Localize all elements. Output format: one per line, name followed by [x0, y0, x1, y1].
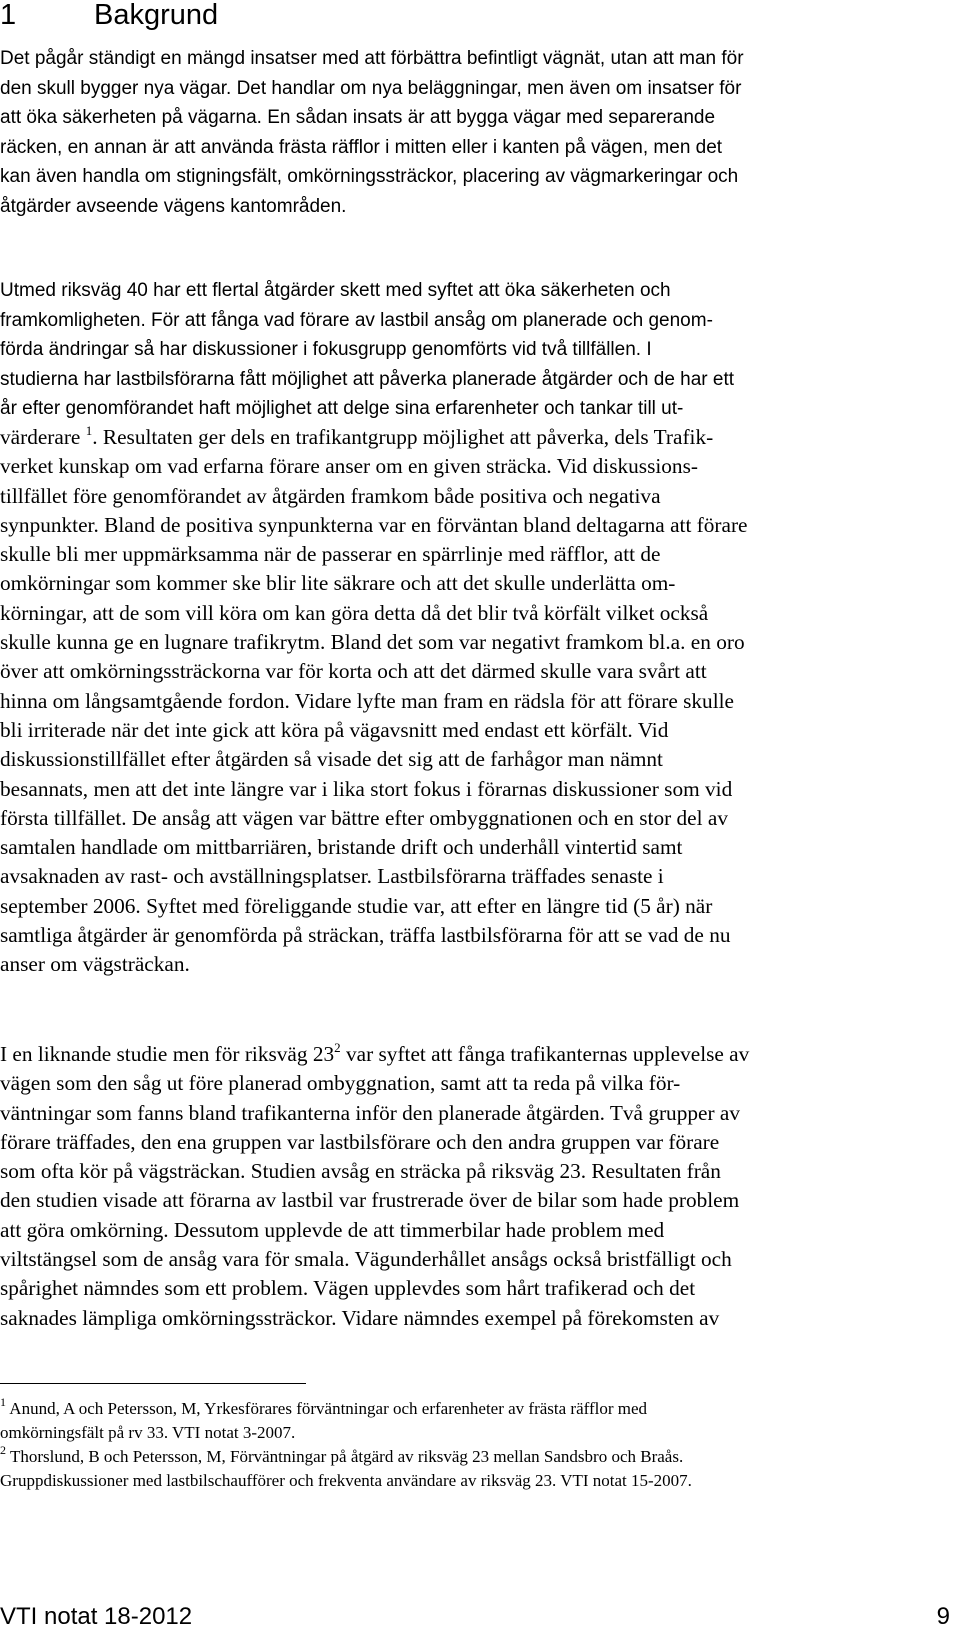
text-line: bli irriterade när det inte gick att köra på vägavsnitt med endast ett körfält. Vid: [0, 717, 669, 742]
section-number: 1: [0, 0, 17, 31]
paragraph-intro: [0, 44, 744, 221]
text-line: viltstängsel som de ansåg vara för smala. Vägunderhållet ansågs också bristfälligt och: [0, 1247, 732, 1272]
text-line: I en liknande studie men för riksväg $23^2$ var syftet att fånga trafikanternas upplevelse av: [0, 1040, 750, 1066]
paragraph-rv40-continued: [0, 423, 748, 980]
report-id: VTI notat 18-2012: [0, 1603, 193, 1630]
text-line: Utmed riksväg 40 har ett flertal åtgärder skett med syftet att öka säkerheten och: [0, 280, 671, 301]
text-line: första tillfället. De ansåg att vägen var bättre efter ombyggnationen och en stor del av: [0, 805, 728, 830]
footnote-marker: 1: [0, 1395, 6, 1409]
footnote-marker: 2: [0, 1443, 6, 1457]
footnote-ref-2: 2: [334, 1040, 341, 1055]
text-line: spårighet nämndes som ett problem. Vägen upplevdes som hårt trafikerad och det: [0, 1276, 696, 1301]
text-line: över att omkörningssträckorna var för korta och att det därmed skulle vara svårt att: [0, 659, 707, 684]
text-line: september 2006. Syftet med föreliggande studie var, att efter en längre tid (5 år) när: [0, 893, 713, 918]
footnotes: [0, 1397, 692, 1493]
text-line: vägen som den såg ut före planerad ombyggnation, samt att ta reda på vilka för-: [0, 1071, 681, 1096]
text-line: den skull bygger nya vägar. Det handlar om nya beläggningar, men även om insatser för: [0, 77, 742, 99]
footnote-1: $^1$ Anund, A och Petersson, M, Yrkesförares förväntningar och erfarenheter av frästa räfflor med: [0, 1395, 648, 1418]
text-line: skulle bli mer uppmärksamma när de passerar en spärrlinje med räfflor, att de: [0, 542, 661, 567]
text-line: tillfället före genomförandet av åtgärden framkom både positiva och negativa: [0, 483, 661, 508]
footnote-ref-1: 1: [85, 423, 93, 438]
paragraph-rv23: [0, 1040, 749, 1333]
section-heading: [0, 0, 218, 30]
text-line: förda ändringar så har diskussioner i fokusgrupp genomförts vid två tillfällen. I: [0, 339, 652, 360]
text-line: körningar, att de som vill köra om kan göra detta då det blir två körfält vilket också: [0, 600, 709, 625]
text-line: kan även handla om stigningsfält, omkörningssträckor, placering av vägmarkeringar och: [0, 166, 739, 187]
text-line: studierna har lastbilsförarna fått möjlighet att påverka planerade åtgärder och de har ett: [0, 368, 735, 390]
text-line: synpunkter. Bland de positiva synpunkterna var en förväntan bland deltagarna att förare: [0, 512, 748, 537]
text-line: som ofta kör på vägsträckan. Studien avsåg en sträcka på riksväg 23. Resultaten från: [0, 1159, 721, 1184]
text-line: den studien visade att förarna av lastbil var frustrerade över de bilar som hade problem: [0, 1188, 740, 1213]
footnote-separator: [0, 1383, 306, 1384]
text-line: att öka säkerheten på vägarna. En sådan insats är att bygga vägar med separerande: [0, 107, 716, 128]
text-line: besannats, men att det inte längre var i lika stort fokus i förarnas diskussioner som vid: [0, 776, 733, 801]
text-line: hinna om långsamtgående fordon. Vidare lyfte man fram en rädsla för att förare skulle: [0, 688, 734, 713]
page-footer: [0, 1601, 960, 1633]
text-line: väntningar som fanns bland trafikanterna inför den planerade åtgärden. Två grupper av: [0, 1100, 740, 1125]
text-line: åtgärder avseende vägens kantområden.: [0, 195, 347, 217]
page-number: 9: [936, 1603, 950, 1630]
footnote-1-continued: omkörningsfält på rv 33. VTI notat 3-2007.: [0, 1423, 296, 1442]
paragraph-rv40: [0, 276, 734, 424]
text-line: samtliga åtgärder är genomförda på sträckan, träffa lastbilsförarna för att se vad de nu: [0, 923, 731, 948]
text-line: saknades lämpliga omkörningssträckor. Vidare nämndes exempel på förekomsten av: [0, 1305, 720, 1330]
text-line: samtalen handlade om mittbarriären, bristande drift och underhåll vintertid samt: [0, 835, 683, 860]
text-line: att göra omkörning. Dessutom upplevde de att timmerbilar hade problem med: [0, 1217, 665, 1242]
text-line: räcken, en annan är att använda frästa räfflor i mitten eller i kanten på vägen, men det: [0, 136, 723, 158]
footnote-2-continued: Gruppdiskussioner med lastbilschaufförer och frekventa användare av riksväg 23. VTI notat 15-2007.: [0, 1471, 692, 1490]
text-line: anser om vägsträckan.: [0, 952, 190, 977]
text-line: avsaknaden av rast- och avställningsplatser. Lastbilsförarna träffades senaste i: [0, 864, 664, 889]
section-title: Bakgrund: [94, 0, 219, 31]
footnote-2: $^2$ Thorslund, B och Petersson, M, Förväntningar på åtgärd av riksväg 23 mellan Sandsbro och Braås.: [0, 1443, 684, 1466]
text-line: diskussionstillfället efter åtgärden så visade det sig att de farhågor man nämnt: [0, 747, 663, 772]
text-line: värderare $^1$. Resultaten ger dels en trafikantgrupp möjlighet att påverka, dels Trafik-: [0, 423, 714, 449]
text-line: framkomligheten. För att fånga vad förare av lastbil ansåg om planerade och genom-: [0, 309, 713, 331]
text-line: Det pågår ständigt en mängd insatser med att förbättra befintligt vägnät, utan att man för: [0, 48, 744, 69]
text-line: förare träffades, den ena gruppen var lastbilsförare och den andra gruppen var förare: [0, 1129, 720, 1154]
text-line: verket kunskap om vad erfarna förare anser om en given sträcka. Vid diskussions-: [0, 454, 698, 479]
text-line: år efter genomförandet haft möjlighet att delge sina erfarenheter och tankar till ut-: [0, 398, 684, 419]
text-line: skulle kunna ge en lugnare trafikrytm. Bland det som var negativt framkom bl.a. en oro: [0, 630, 745, 655]
text-line: omkörningar som kommer ske blir lite säkrare och att det skulle underlätta om-: [0, 571, 676, 596]
